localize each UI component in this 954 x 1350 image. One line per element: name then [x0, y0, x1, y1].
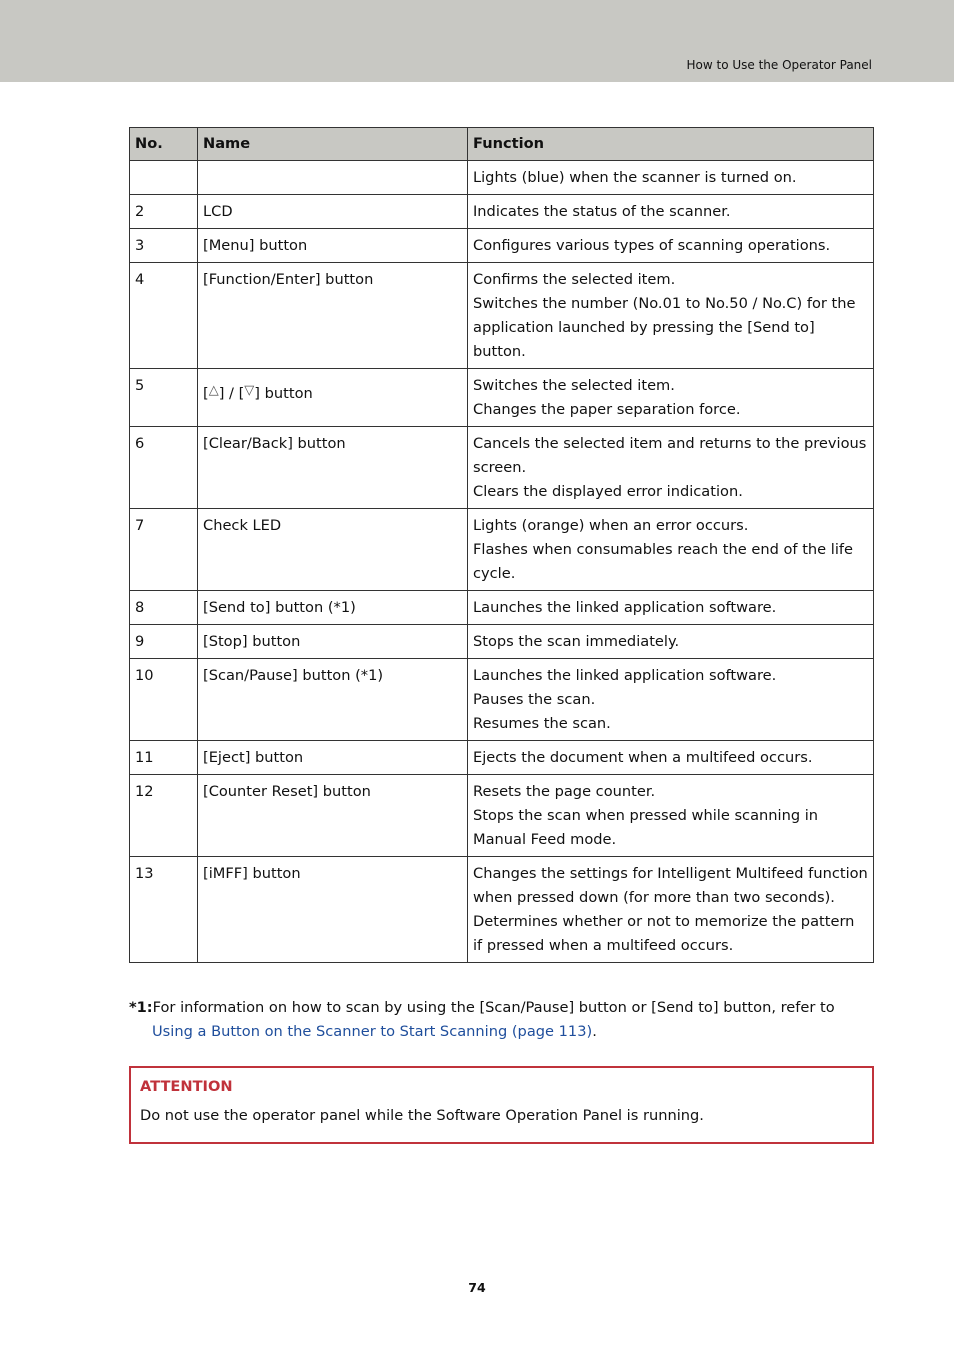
function-line: Determines whether or not to memorize the pattern if pressed when a multifeed occurs. — [473, 913, 855, 954]
cell-name — [198, 369, 468, 427]
cell-name: [iMFF] button — [198, 857, 468, 963]
header-name: Name — [198, 128, 468, 161]
function-line: Lights (orange) when an error occurs. — [473, 517, 749, 534]
table-body — [130, 161, 874, 963]
cell-function — [468, 857, 874, 963]
cell-function — [468, 263, 874, 369]
cell-no: 7 — [130, 509, 198, 591]
cell-function — [468, 625, 874, 659]
table-row — [130, 263, 874, 369]
attention-title: ATTENTION — [140, 1078, 233, 1095]
cell-name: [Counter Reset] button — [198, 775, 468, 857]
operator-panel-table — [129, 127, 874, 963]
cell-no: 11 — [130, 741, 198, 775]
function-line: Configures various types of scanning operations. — [473, 237, 831, 254]
table-row — [130, 161, 874, 195]
cell-no: 3 — [130, 229, 198, 263]
function-line: Resumes the scan. — [473, 715, 611, 732]
arrow-buttons-label — [203, 382, 313, 407]
function-line: Ejects the document when a multifeed occurs. — [473, 749, 813, 766]
function-line: Cancels the selected item and returns to the previous screen. — [473, 435, 867, 476]
triangle-down-icon: ▽ — [244, 383, 255, 398]
footnote-mark: *1: — [129, 999, 153, 1016]
cell-function — [468, 195, 874, 229]
cell-name: Check LED — [198, 509, 468, 591]
table-row — [130, 591, 874, 625]
function-line: Flashes when consumables reach the end of the life cycle. — [473, 541, 854, 582]
cell-name: [Clear/Back] button — [198, 427, 468, 509]
function-line: Resets the page counter. — [473, 783, 656, 800]
section-title: How to Use the Operator Panel — [686, 58, 872, 72]
cell-function — [468, 591, 874, 625]
cell-no: 9 — [130, 625, 198, 659]
function-line: Clears the displayed error indication. — [473, 483, 743, 500]
table-row — [130, 229, 874, 263]
triangle-up-icon: △ — [208, 383, 219, 398]
header-band — [0, 0, 954, 82]
function-line: Launches the linked application software. — [473, 599, 777, 616]
cell-name: [Scan/Pause] button (*1) — [198, 659, 468, 741]
footnote-trailing: . — [592, 1023, 597, 1040]
cell-no — [130, 161, 198, 195]
cell-function — [468, 369, 874, 427]
table-row — [130, 625, 874, 659]
cell-function — [468, 509, 874, 591]
page-number: 74 — [468, 1280, 486, 1295]
function-line: Confirms the selected item. — [473, 271, 676, 288]
header-no: No. — [130, 128, 198, 161]
cell-no: 10 — [130, 659, 198, 741]
name-text-part: [ — [203, 385, 209, 402]
cell-no: 5 — [130, 369, 198, 427]
cell-no: 6 — [130, 427, 198, 509]
table-row — [130, 509, 874, 591]
table-row — [130, 857, 874, 963]
footnote — [129, 996, 869, 1044]
cell-name: [Eject] button — [198, 741, 468, 775]
cell-name: [Menu] button — [198, 229, 468, 263]
cell-name: [Function/Enter] button — [198, 263, 468, 369]
table-row — [130, 427, 874, 509]
cell-name — [198, 161, 468, 195]
attention-text: Do not use the operator panel while the Software Operation Panel is running. — [140, 1107, 704, 1124]
cross-reference-link[interactable]: Using a Button on the Scanner to Start Scanning (page 113) — [152, 1023, 593, 1040]
cell-no: 8 — [130, 591, 198, 625]
name-text-part: ] button — [254, 385, 313, 402]
function-line: Switches the number (No.01 to No.50 / No.C) for the application launched by pressing the [Send to] button. — [473, 295, 856, 360]
header-function: Function — [468, 128, 874, 161]
cell-function — [468, 741, 874, 775]
function-line: Pauses the scan. — [473, 691, 596, 708]
cell-function — [468, 659, 874, 741]
function-line: Switches the selected item. — [473, 377, 675, 394]
table-row — [130, 741, 874, 775]
function-line: Stops the scan when pressed while scanning in Manual Feed mode. — [473, 807, 819, 848]
cell-no: 13 — [130, 857, 198, 963]
cell-no: 12 — [130, 775, 198, 857]
function-line: Changes the paper separation force. — [473, 401, 741, 418]
table-row — [130, 195, 874, 229]
function-line: Stops the scan immediately. — [473, 633, 680, 650]
function-line: Lights (blue) when the scanner is turned on. — [473, 169, 797, 186]
cell-no: 4 — [130, 263, 198, 369]
attention-box — [129, 1066, 874, 1144]
function-line: Launches the linked application software. — [473, 667, 777, 684]
cell-function — [468, 775, 874, 857]
table-header-row — [130, 128, 874, 161]
cell-no: 2 — [130, 195, 198, 229]
footnote-text: For information on how to scan by using the [Scan/Pause] button or [Send to] button, refer to — [152, 999, 835, 1016]
table-row — [130, 659, 874, 741]
cell-function — [468, 427, 874, 509]
table-row — [130, 369, 874, 427]
cell-name: LCD — [198, 195, 468, 229]
table-row — [130, 775, 874, 857]
cell-function — [468, 161, 874, 195]
function-line: Changes the settings for Intelligent Multifeed function when pressed down (for more than two seconds). — [473, 865, 868, 906]
function-line: Indicates the status of the scanner. — [473, 203, 731, 220]
cell-name: [Stop] button — [198, 625, 468, 659]
cell-name: [Send to] button (*1) — [198, 591, 468, 625]
cell-function — [468, 229, 874, 263]
name-text-part: ] / [ — [218, 385, 245, 402]
